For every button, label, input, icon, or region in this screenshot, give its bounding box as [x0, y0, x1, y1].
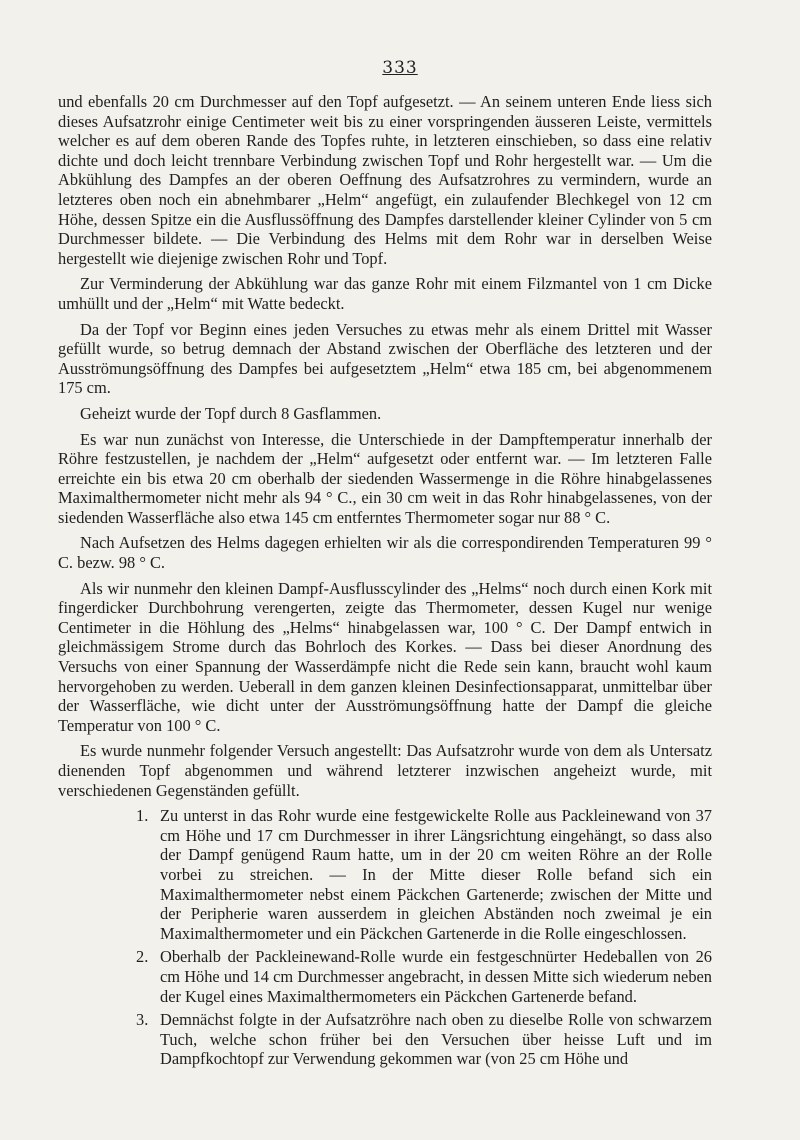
- paragraph: Geheizt wurde der Topf durch 8 Gasflammen.: [80, 403, 382, 423]
- paragraph: Zur Verminderung der Abkühlung war das ganze Rohr mit einem Filzmantel von 1 cm Dicke umhüllt und der „Helm“ mit Watte bedeckt.: [58, 274, 712, 313]
- body-text: [58, 92, 712, 1069]
- paragraph: Nach Aufsetzen des Helms dagegen erhielten wir als die correspondirenden Temperaturen 99 ° C. bezw. 98 ° C.: [58, 533, 712, 573]
- list-item: [58, 947, 712, 1006]
- list-item: [58, 1010, 712, 1069]
- page-number: 333: [382, 58, 418, 78]
- paragraph: Es war nun zunächst von Interesse, die Unterschiede in der Dampftemperatur innerhalb der Röhre festzustellen, je nachdem der „Helm“ aufgesetzt oder entfernt war. — Im letzteren Falle erreichte ein bis etwa 20 cm oberhalb der siedenden Wassermenge in die Röhre hinabgelassenes Maximalthermometer nicht mehr als 94 ° C., ein 30 cm weit in das Rohr hinabgelassenes, von der siedenden Wasserfläche also etwa 145 cm entferntes Thermometer sogar nur 88 ° C.: [58, 429, 712, 527]
- list-item-text: Oberhalb der Packleinewand-Rolle wurde ein festgeschnürter Hedeballen von 26 cm Höhe und 14 cm Durchmesser angebracht, in dessen Mitte sich wiederum neben der Kugel eines Maximalthermometers ein Päckchen Gartenerde befand.: [160, 947, 712, 1006]
- list-item-number: 1.: [136, 806, 149, 826]
- numbered-list: [58, 806, 712, 1069]
- list-item-text: Demnächst folgte in der Aufsatzröhre nach oben zu dieselbe Rolle von schwarzem Tuch, welche schon früher bei den Versuchen über heisse Luft und im Dampfkochtopf zur Verwendung gekommen war (von 25 cm Höhe und: [160, 1010, 712, 1069]
- list-item-number: 3.: [136, 1010, 149, 1030]
- list-item: [58, 806, 712, 943]
- paragraph: Da der Topf vor Beginn eines jeden Versuches zu etwas mehr als einem Drittel mit Wasser gefüllt wurde, so betrug demnach der Abstand zwischen der Oberfläche des letzteren und der Ausströmungsöffnung des Dampfes bei aufgesetztem „Helm“ etwa 185 cm, bei abgenommenem 175 cm.: [58, 319, 712, 398]
- list-item-text: Zu unterst in das Rohr wurde eine festgewickelte Rolle aus Packleinewand von 37 cm Höhe und 17 cm Durchmesser in ihrer Längsrichtung eingehängt, so dass also der Dampf genügend Raum hatte, um in der 20 cm weiten Röhre an der Rolle vorbei zu streichen. — In der Mitte dieser Rolle befand sich ein Maximalthermometer nebst einem Päckchen Gartenerde; zwischen der Mitte und der Peripherie waren ausserdem in gleichen Abständen noch zweimal je ein Maximalthermometer und ein Päckchen Gartenerde in die Rolle eingeschlossen.: [160, 806, 712, 943]
- list-item-number: 2.: [136, 947, 149, 967]
- paragraph: Als wir nunmehr den kleinen Dampf-Ausflusscylinder des „Helms“ noch durch einen Kork mit fingerdicker Durchbohrung verengerten, zeigte das Thermometer, dessen Kugel nur wenige Centimeter in die Höhlung des „Helms“ hinabgelassen war, 100 ° C. Der Dampf entwich in gleichmässigem Strome durch das Bohrloch des Korkes. — Dass bei dieser Anordnung des Versuchs von einer Spannung der Wasserdämpfe nicht die Rede sein kann, braucht wohl kaum hervorgehoben zu werden. Ueberall in dem ganzen kleinen Desinfectionsapparat, unmittelbar über der Wasserfläche, wie dicht unter der Ausströmungsöffnung hatte der Dampf die gleiche Temperatur von 100 ° C.: [58, 578, 712, 735]
- paragraph: Es wurde nunmehr folgender Versuch angestellt: Das Aufsatzrohr wurde von dem als Untersatz dienenden Topf abgenommen und während letzterer inzwischen angeheizt wurde, mit verschiedenen Gegenständen gefüllt.: [58, 741, 712, 800]
- paragraph: und ebenfalls 20 cm Durchmesser auf den Topf aufgesetzt. — An seinem unteren Ende liess sich dieses Aufsatzrohr einige Centimeter weit bis zu einer vorspringenden äusseren Leiste, vermittels welcher es auf dem oberen Rande des Topfes ruhte, in letzteren einschieben, so dass eine relativ dichte und doch leicht trennbare Verbindung zwischen Topf und Rohr hergestellt war. — Um die Abkühlung des Dampfes an der oberen Oeffnung des Aufsatzrohres zu vermindern, wurde an letzteres oben noch ein abnehmbarer „Helm“ angefügt, ein zulaufender Blechkegel von 12 cm Höhe, dessen Spitze ein die Ausflussöffnung des Dampfes darstellender kleiner Cylinder von 5 cm Durchmesser bildete. — Die Verbindung des Helms mit dem Rohr war in derselben Weise hergestellt wie diejenige zwischen Rohr und Topf.: [58, 92, 712, 268]
